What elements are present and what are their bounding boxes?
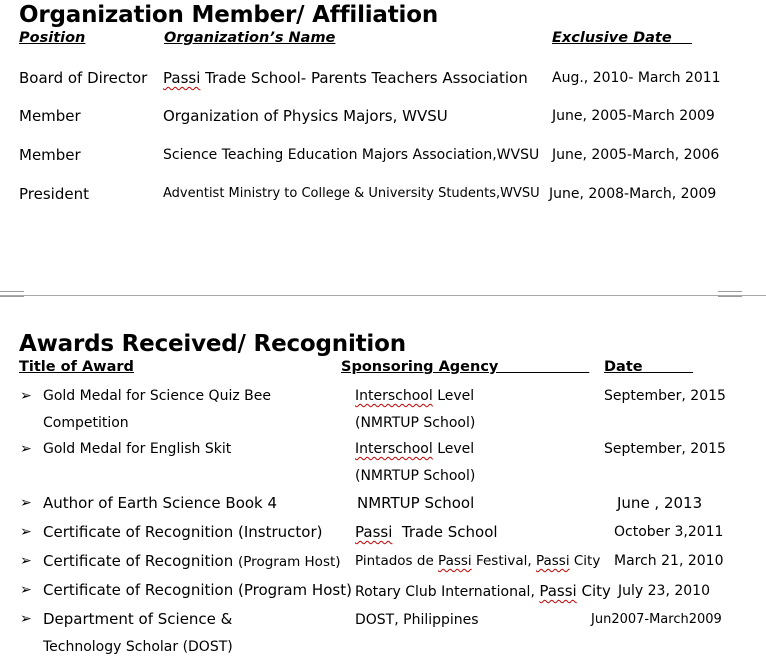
bullet-icon: ➢ [20, 611, 32, 627]
award-4-date: October 3,2011 [614, 524, 724, 540]
org-row-3-date: June, 2005-March, 2006 [552, 147, 720, 163]
org-row-2-position: Member [19, 107, 81, 125]
left-margin-marker[interactable] [0, 291, 24, 297]
org-heading: Organization Member/ Affiliation [19, 2, 439, 28]
org-row-3-position: Member [19, 146, 81, 164]
org-row-1-position: Board of Director [19, 69, 148, 87]
bullet-icon: ➢ [20, 388, 32, 404]
org-row-2-name: Organization of Physics Majors, WVSU [163, 107, 448, 125]
bullet-icon: ➢ [20, 524, 32, 540]
col-org-name: Organization’s Name [164, 30, 336, 46]
award-1-title: Gold Medal for Science Quiz Bee [43, 388, 271, 404]
bullet-icon: ➢ [20, 441, 32, 457]
bullet-icon: ➢ [20, 495, 32, 511]
award-7-date: Jun2007-March2009 [591, 612, 722, 627]
award-2-title: Gold Medal for English Skit [43, 441, 232, 457]
award-2-date: September, 2015 [604, 441, 726, 457]
award-5-date: March 21, 2010 [614, 553, 724, 569]
award-6-title: Certificate of Recognition (Program Host) [43, 581, 352, 599]
award-5-agency: Pintados de Passi Festival, Passi City [355, 553, 601, 569]
org-row-1-name: Passi Trade School- Parents Teachers Association [163, 69, 528, 87]
bullet-icon: ➢ [20, 553, 32, 569]
col-position: Position [19, 30, 86, 46]
org-row-4-name: Adventist Ministry to College & University Students,WVSU [163, 186, 540, 201]
award-7-agency: DOST, Philippines [355, 612, 479, 628]
award-6-agency: Rotary Club International, Passi City [355, 582, 611, 600]
col-sponsoring-agency: Sponsoring Agency [341, 359, 499, 375]
right-margin-marker[interactable] [718, 291, 742, 297]
col-date: Date [604, 359, 643, 375]
col-exclusive-date: Exclusive Date [552, 30, 672, 46]
award-4-agency: Passi Trade School [355, 523, 498, 541]
award-7-title: Department of Science & [43, 610, 233, 628]
award-4-title: Certificate of Recognition (Instructor) [43, 523, 323, 541]
award-3-title: Author of Earth Science Book 4 [43, 494, 278, 512]
award-1-agency: Interschool Level [355, 388, 475, 404]
award-6-date: July 23, 2010 [618, 583, 710, 599]
award-1-agency-cont: (NMRTUP School) [355, 415, 476, 431]
awards-heading: Awards Received/ Recognition [19, 331, 406, 357]
award-3-date: June , 2013 [617, 494, 703, 512]
org-row-4-date: June, 2008-March, 2009 [549, 186, 717, 202]
award-5-title: Certificate of Recognition (Program Host) [43, 552, 341, 570]
col-title-of-award: Title of Award [19, 359, 134, 375]
award-7-title-cont: Technology Scholar (DOST) [43, 639, 233, 655]
award-1-title-cont: Competition [43, 415, 129, 431]
org-row-2-date: June, 2005-March 2009 [552, 108, 715, 124]
award-2-agency: Interschool Level [355, 441, 475, 457]
org-row-4-position: President [19, 185, 89, 203]
org-row-3-name: Science Teaching Education Majors Association,WVSU [163, 147, 540, 163]
bullet-icon: ➢ [20, 582, 32, 598]
award-2-agency-cont: (NMRTUP School) [355, 468, 476, 484]
page-break-line [0, 295, 766, 296]
org-row-1-date: Aug., 2010- March 2011 [552, 70, 721, 86]
award-1-date: September, 2015 [604, 388, 726, 404]
award-3-agency: NMRTUP School [357, 494, 475, 512]
